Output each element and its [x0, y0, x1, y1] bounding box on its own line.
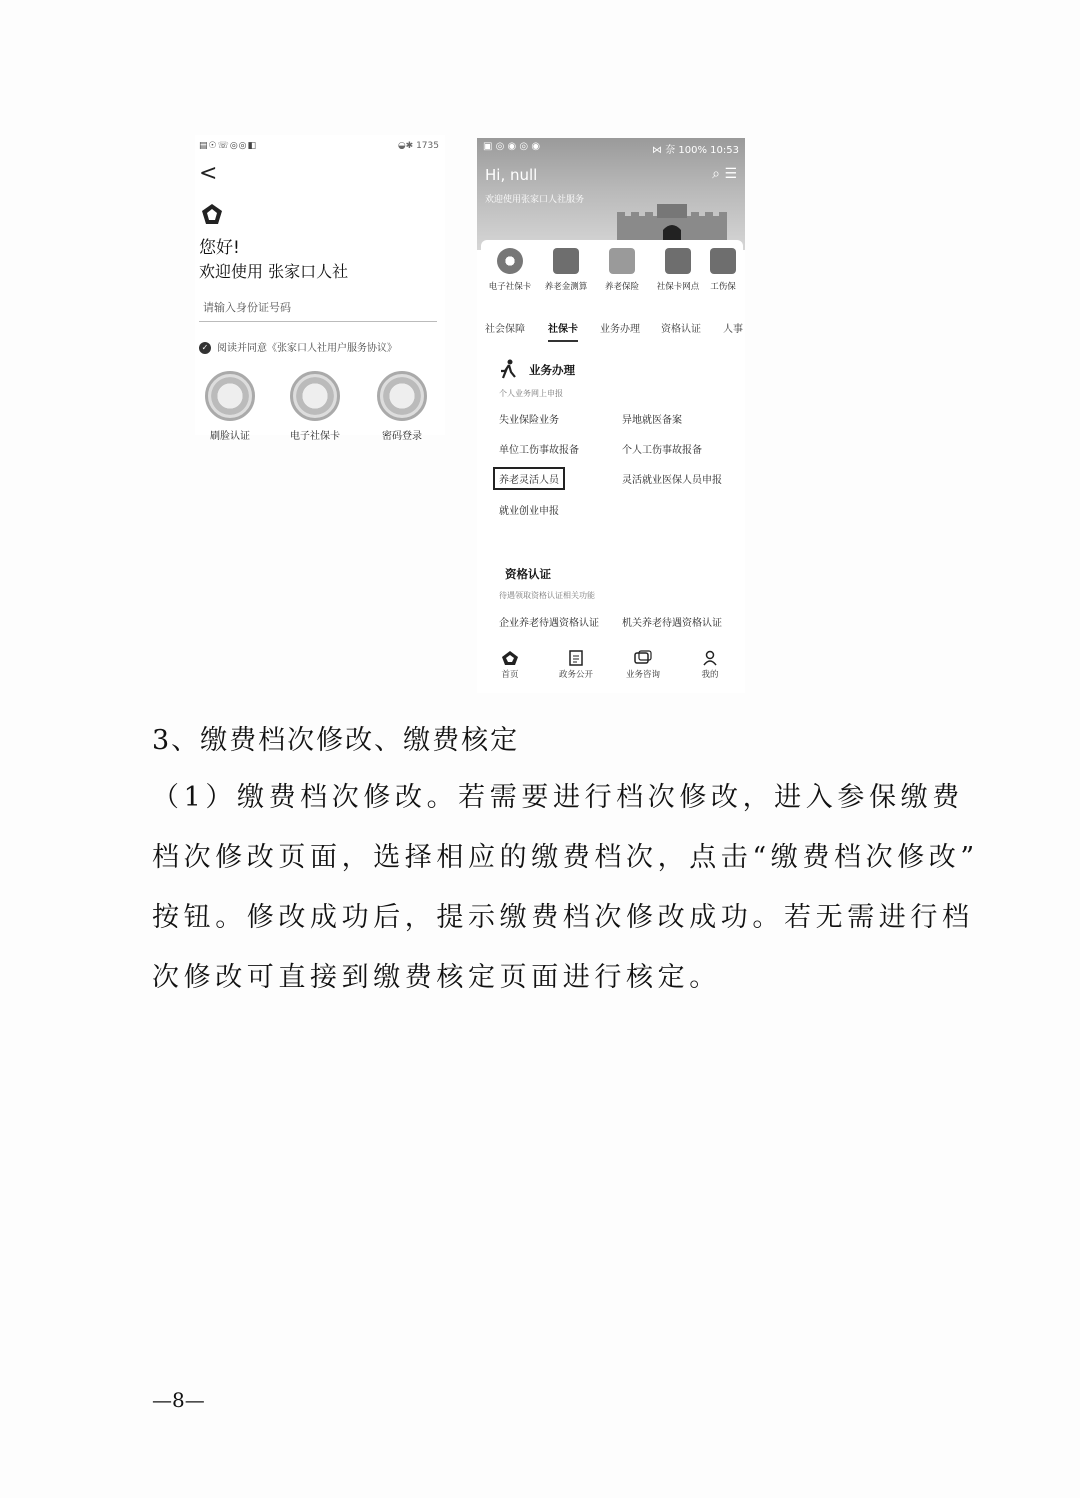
city-gate-icon — [617, 202, 727, 242]
tab-qualification[interactable]: 资格认证 — [661, 324, 701, 335]
business-section-title: 业务办理 — [529, 363, 575, 377]
card-icon — [290, 371, 340, 421]
shortcut-injury-insurance[interactable] — [703, 248, 743, 292]
shortcut-card-outlets[interactable] — [651, 248, 705, 292]
paragraph-line: 按钮。修改成功后，提示缴费档次修改成功。若无需进行档 — [152, 902, 974, 933]
paragraph-line: 次修改可直接到缴费核定页面进行核定。 — [152, 962, 721, 993]
paragraph-line: （1）缴费档次修改。若需要进行档次修改，进入参保缴费 — [152, 782, 964, 813]
nav-home[interactable] — [480, 650, 540, 680]
paragraph-line: 档次修改页面，选择相应的缴费档次，点击“缴费档次修改” — [152, 842, 979, 873]
esocial-card-login-button[interactable] — [280, 371, 350, 442]
face-login-label: 刷脸认证 — [210, 431, 250, 442]
tab-social-card[interactable]: 社保卡 — [548, 320, 578, 342]
business-item[interactable]: 异地就医备案 — [622, 415, 682, 426]
checkbox-icon[interactable]: ✓ — [199, 342, 211, 354]
running-person-icon — [499, 359, 517, 379]
shortcut-label: 社保卡网点 — [656, 282, 700, 292]
bottom-nav — [477, 650, 745, 690]
password-login-button[interactable] — [367, 371, 437, 442]
injury-icon — [710, 248, 736, 274]
qualification-item[interactable]: 机关养老待遇资格认证 — [622, 618, 722, 629]
status-bar — [199, 141, 439, 155]
tab-personnel[interactable]: 人事 — [723, 324, 743, 335]
map-pin-icon — [665, 248, 691, 274]
business-item[interactable]: 单位工伤事故报备 — [499, 445, 579, 456]
login-screenshot — [195, 135, 445, 442]
business-section-subtitle: 个人业务网上申报 — [499, 389, 563, 398]
shortcut-esocial-card[interactable] — [483, 248, 537, 292]
agreement-row[interactable] — [199, 339, 397, 354]
flexible-pension-item[interactable]: 养老灵活人员 — [493, 467, 565, 490]
status-icons-right: ⋈ 奈 100% 10:53 — [652, 145, 739, 156]
status-bar — [483, 141, 739, 156]
section-heading: 3、缴费档次修改、缴费核定 — [152, 725, 520, 756]
agreement-text: 阅读并同意《张家口人社用户服务协议》 — [217, 343, 397, 354]
greeting-text: 您好! — [199, 238, 240, 258]
shortcut-label: 工伤保 — [710, 282, 736, 292]
body-paragraph — [152, 768, 979, 1008]
nav-label: 业务咨询 — [625, 670, 660, 680]
back-icon[interactable]: < — [199, 161, 218, 186]
banner — [477, 138, 745, 250]
status-icons-left: ▣ ◎ ◉ ◎ ◉ — [483, 141, 541, 152]
nav-mine[interactable] — [680, 650, 740, 680]
search-menu-icons[interactable]: ⌕ ☰ — [712, 166, 737, 182]
id-number-input[interactable] — [199, 295, 441, 314]
welcome-subtitle: 欢迎使用张家口人社服务 — [485, 195, 585, 205]
face-icon — [205, 371, 255, 421]
shortcut-label: 养老金测算 — [544, 282, 588, 292]
face-login-button[interactable] — [195, 371, 265, 442]
insurance-icon — [609, 248, 635, 274]
esocial-card-label: 电子社保卡 — [290, 431, 340, 442]
page-number: —8— — [152, 1388, 205, 1412]
password-login-label: 密码登录 — [382, 431, 422, 442]
document-icon — [568, 650, 584, 666]
user-greeting: Hi, null — [485, 166, 538, 184]
shortcut-label: 养老保险 — [604, 282, 639, 292]
chat-icon — [634, 650, 652, 666]
nav-label: 首页 — [501, 670, 519, 680]
esocial-card-icon — [497, 248, 523, 274]
business-item[interactable]: 就业创业申报 — [499, 506, 559, 517]
nav-label: 政务公开 — [558, 670, 593, 680]
status-icons-right: ◒✱ 1735 — [397, 141, 439, 151]
lock-icon — [377, 371, 427, 421]
shortcut-pension-calc[interactable] — [539, 248, 593, 292]
shortcut-pension-insurance[interactable] — [595, 248, 649, 292]
nav-label: 我的 — [701, 670, 719, 680]
business-item[interactable]: 个人工伤事故报备 — [622, 445, 702, 456]
tab-social-security[interactable]: 社会保障 — [485, 324, 525, 335]
nav-gov-affairs[interactable] — [546, 650, 606, 680]
business-item[interactable]: 灵活就业医保人员申报 — [622, 475, 722, 486]
user-icon — [702, 650, 718, 666]
shortcut-label: 电子社保卡 — [488, 282, 532, 292]
app-logo-icon — [201, 203, 223, 225]
nav-consult[interactable] — [613, 650, 673, 680]
welcome-text: 欢迎使用 张家口人社 — [199, 262, 349, 281]
id-number-field[interactable] — [199, 295, 437, 322]
business-item[interactable]: 失业保险业务 — [499, 415, 559, 426]
calculator-icon — [553, 248, 579, 274]
status-icons-left: ▤☉☏◎◎◧ — [199, 141, 258, 151]
qualification-section-subtitle: 待遇领取资格认证相关功能 — [499, 591, 595, 600]
qualification-section-title: 资格认证 — [505, 567, 551, 581]
home-screenshot — [477, 138, 745, 693]
home-icon — [501, 650, 519, 666]
category-tabs — [481, 320, 745, 344]
qualification-item[interactable]: 企业养老待遇资格认证 — [499, 618, 599, 629]
shortcut-bar — [481, 240, 743, 300]
tab-business[interactable]: 业务办理 — [600, 324, 640, 335]
